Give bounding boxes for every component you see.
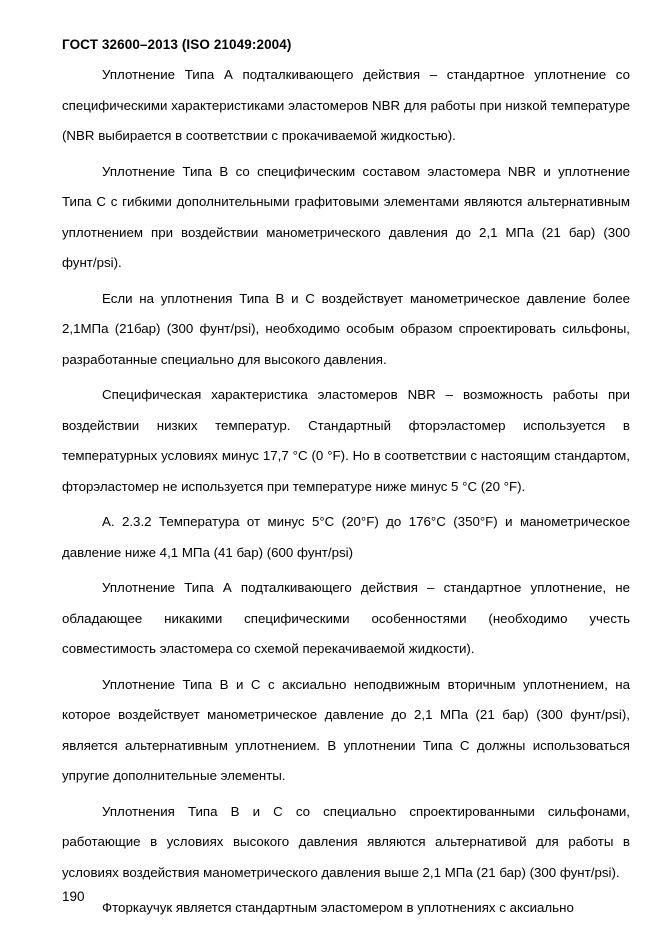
page-number: 190 — [62, 889, 85, 904]
paragraph-type-b-c-axial: Уплотнение Типа В и С с аксиально неподвижным вторичным уплотнением, на которое воздействует манометрическое давление до 2,1 МПа (21 бар) (300 фунт/psi), является альтернативным уплотнением. В уплотнении Типа С должны использоваться упругие дополнительные элементы. — [62, 676, 630, 783]
section-heading-a-2-3-2: А. 2.3.2 Температура от минус 5°С (20°F) до 176°С (350°F) и манометрическое давление ниже 4,1 МПа (41 бар) (600 фунт/psi) — [62, 514, 630, 560]
paragraph-nbr-characteristics: Специфическая характеристика эластомеров NBR – возможность работы при воздействии низких температур. Стандартный фторэластомер используется в температурных условиях минус 17,7 °С (0 °F). Но в соответствии с настоящим стандартом, фторэластомер не используется при температуре ниже минус 5 °С (20 °F). — [62, 387, 630, 494]
paragraph-type-a-standard: Уплотнение Типа А подталкивающего действия – стандартное уплотнение, не обладающее никакими специфическими особенностями (необходимо учесть совместимость эластомера со схемой перекачиваемой жидкости). — [62, 580, 630, 656]
paragraph-fluorocarbon: Фторкаучук является стандартным эластомером в уплотнениях с аксиально — [102, 900, 574, 915]
paragraph-type-b-c-alternative: Уплотнение Типа В со специфическим составом эластомера NBR и уплотнение Типа С с гибкими дополнительными графитовыми элементами являются альтернативным уплотнением при воздействии манометрического давления до 2,1 МПа (21 бар) (300 фунт/psi). — [62, 163, 630, 270]
document-body — [62, 60, 630, 929]
paragraph-special-bellows: Уплотнения Типа В и С со специально спроектированными сильфонами, работающие в условиях высокого давления являются альтернативой для работы в условиях воздействия манометрического давления выше 2,1 МПа (21 бар) (300 фунт/psi). — [62, 803, 630, 880]
document-header: ГОСТ 32600–2013 (ISO 21049:2004) — [62, 37, 292, 52]
paragraph-high-pressure-bellows: Если на уплотнения Типа В и С воздействует манометрическое давление более 2,1МПа (21бар) (300 фунт/psi), необходимо особым образом спроектировать сильфоны, разработанные специально для высокого давления. — [62, 290, 630, 367]
paragraph-type-a-low-temp: Уплотнение Типа А подталкивающего действия – стандартное уплотнение со специфическими характеристиками эластомеров NBR для работы при низкой температуре (NBR выбирается в соответствии с прокачиваемой жидкостью). — [62, 67, 630, 143]
